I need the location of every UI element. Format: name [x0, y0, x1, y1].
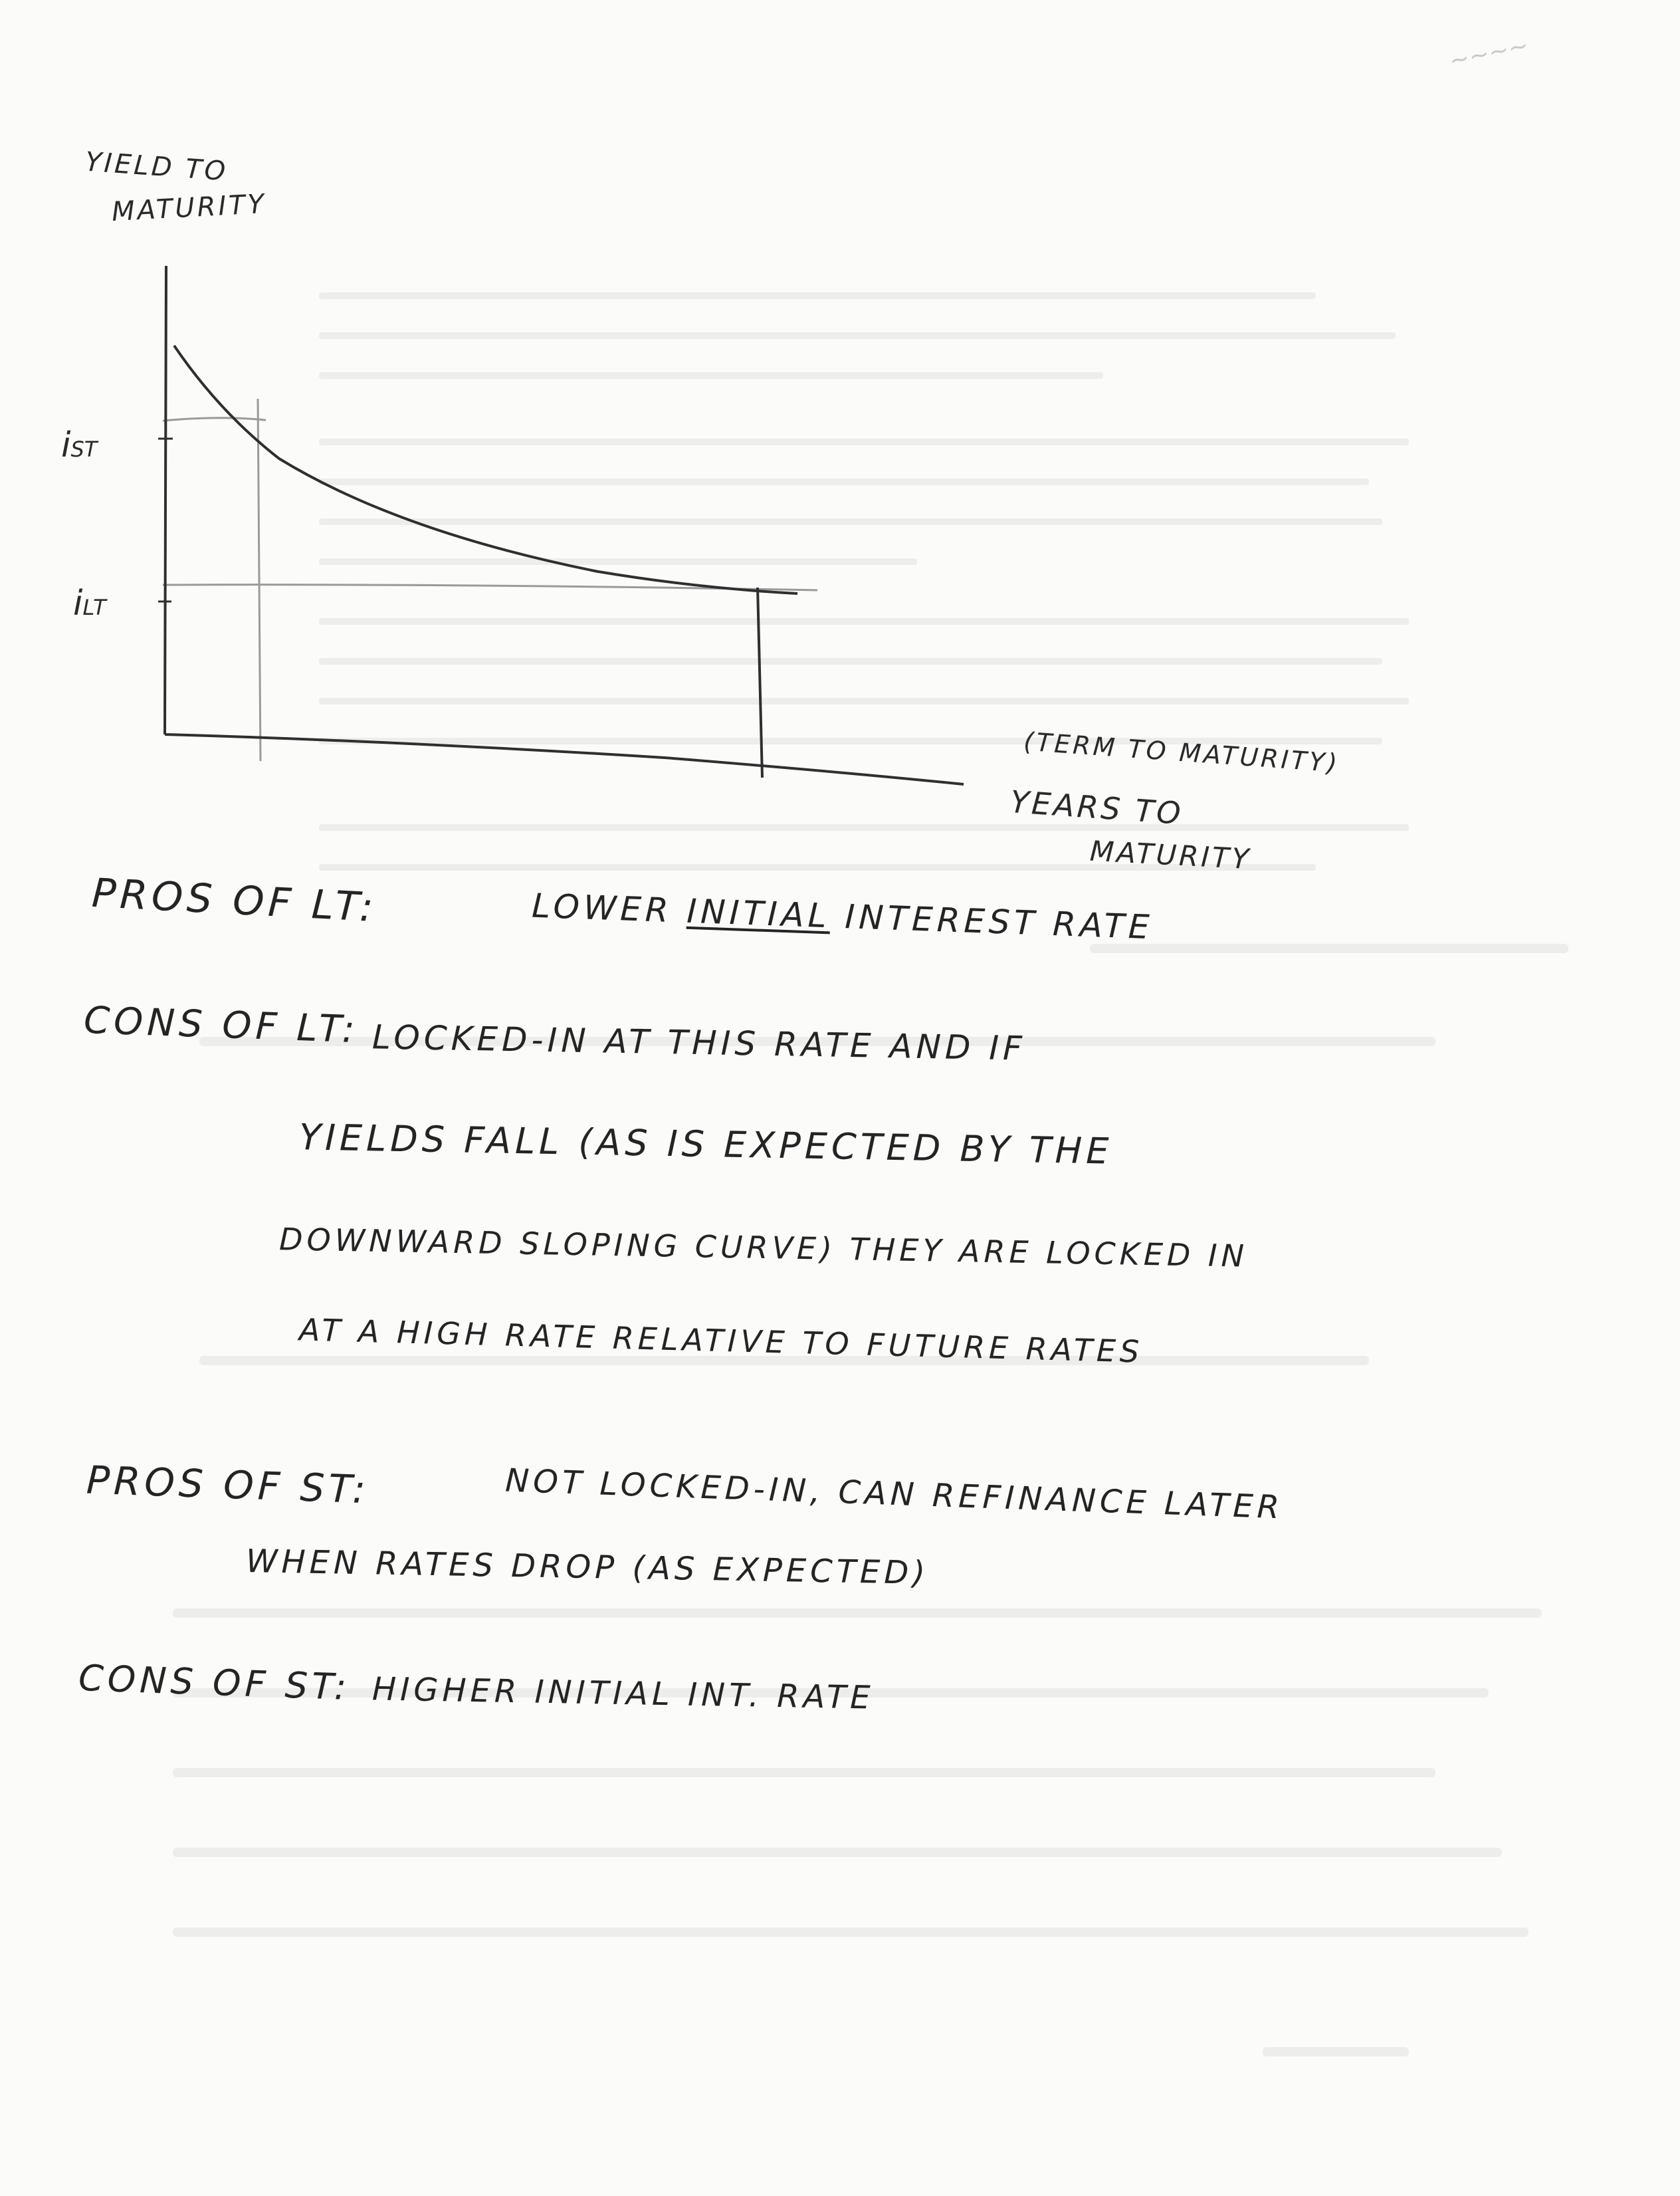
cons-st-heading: CONS OF ST: [78, 1656, 352, 1709]
pros-lt-text-lower: LOWER [531, 886, 673, 931]
x-axis-label-line2: MATURITY [1089, 834, 1253, 876]
pros-lt-text-rate: INTEREST RATE [844, 897, 1154, 947]
pros-st-heading: PROS OF ST: [85, 1457, 371, 1513]
x-axis-line [165, 734, 964, 784]
long-term-vertical-marker [758, 588, 762, 778]
i-st-symbol: i [61, 425, 71, 465]
y-axis-line [165, 266, 166, 734]
cons-st-line1: HIGHER INITIAL INT. RATE [371, 1670, 875, 1717]
i-lt-subscript: LT [82, 595, 106, 620]
corner-show-through-mark: ~~~~ [1447, 31, 1531, 76]
y-axis-label-line2: MATURITY [110, 188, 268, 228]
short-term-vertical-guide [258, 399, 261, 761]
cons-lt-heading: CONS OF LT: [82, 998, 360, 1052]
x-axis-label-term: (TERM TO MATURITY) [1023, 726, 1341, 778]
i-lt-symbol: i [73, 584, 83, 623]
pros-lt-text-initial: INITIAL [686, 891, 831, 936]
cons-lt-line2: YIELDS FALL (AS IS EXPECTED BY THE [298, 1116, 1113, 1172]
pros-st-line1: NOT LOCKED-IN, CAN REFINANCE LATER [504, 1462, 1284, 1527]
cons-lt-line1: LOCKED-IN AT THIS RATE AND IF [371, 1018, 1027, 1068]
y-axis-label-line1: YIELD TO [84, 146, 229, 187]
i-st-label [61, 425, 97, 465]
i-st-subscript: ST [70, 437, 98, 462]
i-lt-label [73, 584, 106, 623]
downward-sloping-yield-curve [174, 346, 797, 594]
cons-lt-line3: DOWNWARD SLOPING CURVE) THEY ARE LOCKED IN [278, 1221, 1249, 1274]
cons-lt-line4: AT A HIGH RATE RELATIVE TO FUTURE RATES [298, 1311, 1144, 1370]
pros-lt-heading: PROS OF LT: [90, 869, 379, 932]
i-st-guide-line [163, 418, 266, 421]
x-axis-label-line1: YEARS TO [1009, 783, 1185, 832]
pros-st-line2: WHEN RATES DROP (AS EXPECTED) [245, 1543, 930, 1592]
